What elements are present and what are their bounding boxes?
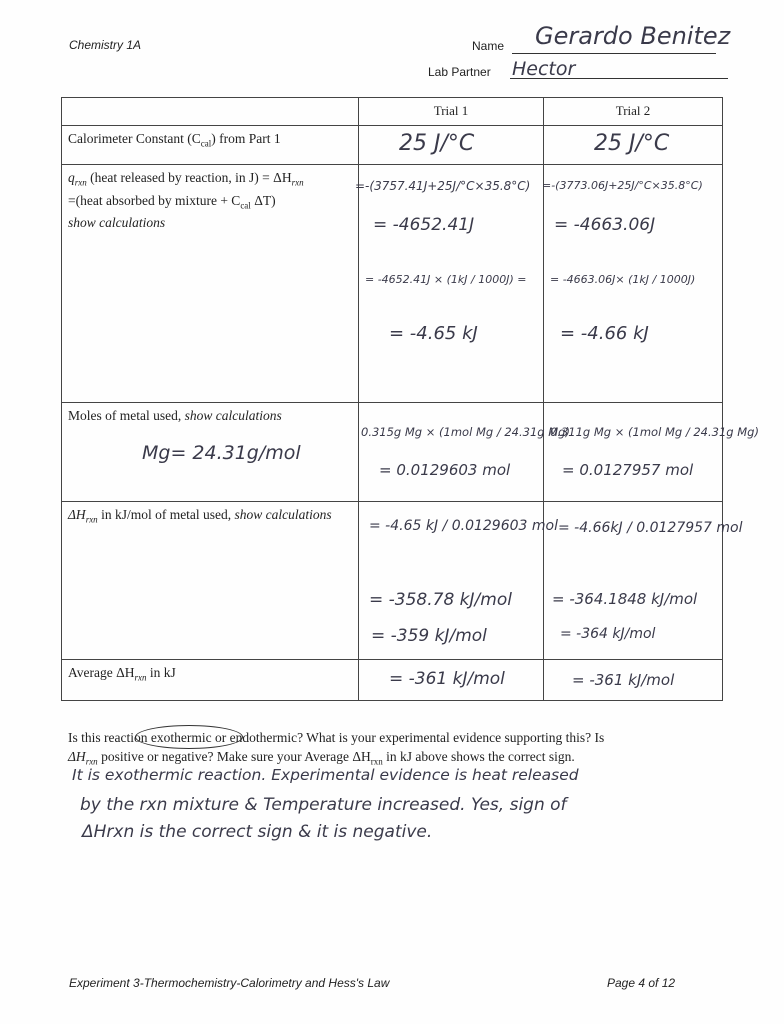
table-row: [62, 165, 723, 403]
trial2-average: = -361 kJ/mol: [544, 660, 723, 701]
name-underline: [512, 53, 716, 54]
trial2-q-rxn: =-(3773.06J+25J/°C×35.8°C) = -4663.06J = -4663.06J× (1kJ / 1000J) = -4.66 kJ: [544, 165, 723, 403]
name-label: Name: [472, 39, 505, 53]
footer-page-number: Page 4 of 12: [607, 976, 676, 990]
lab-partner-name: Hector: [512, 58, 576, 80]
results-table: [61, 97, 759, 701]
trial1-delta-h: = -4.65 kJ / 0.0129603 mol = -358.78 kJ/mol = -359 kJ/mol: [359, 502, 544, 660]
lab-partner-label: Lab Partner: [428, 65, 491, 79]
discussion-question: Is this reaction exothermic or endothermic? What is your experimental evidence supporting this? Is $\Delta H_{rxn}$ positive or negative? Make sure your Average $\Delta H_{rxn}$ in kJ above shows the correct sign.: [68, 730, 605, 767]
header-blank: [62, 98, 359, 126]
row-label-delta-h: $\Delta H_{rxn}$ in kJ/mol of metal used, show calculations: [62, 502, 359, 660]
molar-mass-note: Mg= 24.31g/mol: [142, 442, 301, 464]
answer-line-1: It is exothermic reaction. Experimental evidence is heat released: [72, 766, 579, 784]
table-row: [62, 403, 723, 502]
trial1-q-rxn: =-(3757.41J+25J/°C×35.8°C) = -4652.41J = -4652.41J × (1kJ / 1000J) = = -4.65 kJ: [359, 165, 544, 403]
answer-line-3: ΔHrxn is the correct sign & it is negative.: [82, 822, 433, 842]
row-label-average: Average $\Delta H_{rxn}$ in kJ: [62, 660, 359, 701]
table-header-row: [62, 98, 723, 126]
table-row: [62, 502, 723, 660]
row-label-moles: Moles of metal used, show calculations Mg= 24.31g/mol: [62, 403, 359, 502]
trial1-moles: 0.315g Mg × (1mol Mg / 24.31g Mg) = 0.0129603 mol: [359, 403, 544, 502]
header-trial-2: Trial 2: [544, 98, 723, 126]
trial1-average: = -361 kJ/mol: [359, 660, 544, 701]
footer-experiment-title: Experiment 3-Thermochemistry-Calorimetry and Hess's Law: [69, 976, 390, 990]
trial1-calorimeter-constant: 25 J/°C: [359, 126, 544, 165]
trial2-delta-h: = -4.66kJ / 0.0127957 mol = -364.1848 kJ/mol = -364 kJ/mol: [544, 502, 723, 660]
student-name: Gerardo Benitez: [535, 22, 731, 50]
trial2-calorimeter-constant: 25 J/°C: [544, 126, 723, 165]
trial2-moles: 0.311g Mg × (1mol Mg / 24.31g Mg) = 0.0127957 mol: [544, 403, 723, 502]
row-label-calorimeter-constant: Calorimeter Constant $(C_{cal})$ from Part 1: [62, 126, 359, 165]
row-label-q-rxn: $q_{rxn}$ (heat released by reaction, in $J) = \Delta H_{rxn}$ =(heat absorbed by mixture + $C_{cal}$ ΔT) show calculations: [62, 165, 359, 403]
table-row: [62, 126, 723, 165]
answer-line-2: by the rxn mixture & Temperature increased. Yes, sign of: [80, 795, 567, 815]
exothermic-word: exothermic: [150, 730, 212, 745]
table-row: [62, 660, 723, 701]
header-trial-1: Trial 1: [359, 98, 544, 126]
course-title: Chemistry 1A: [69, 38, 142, 52]
